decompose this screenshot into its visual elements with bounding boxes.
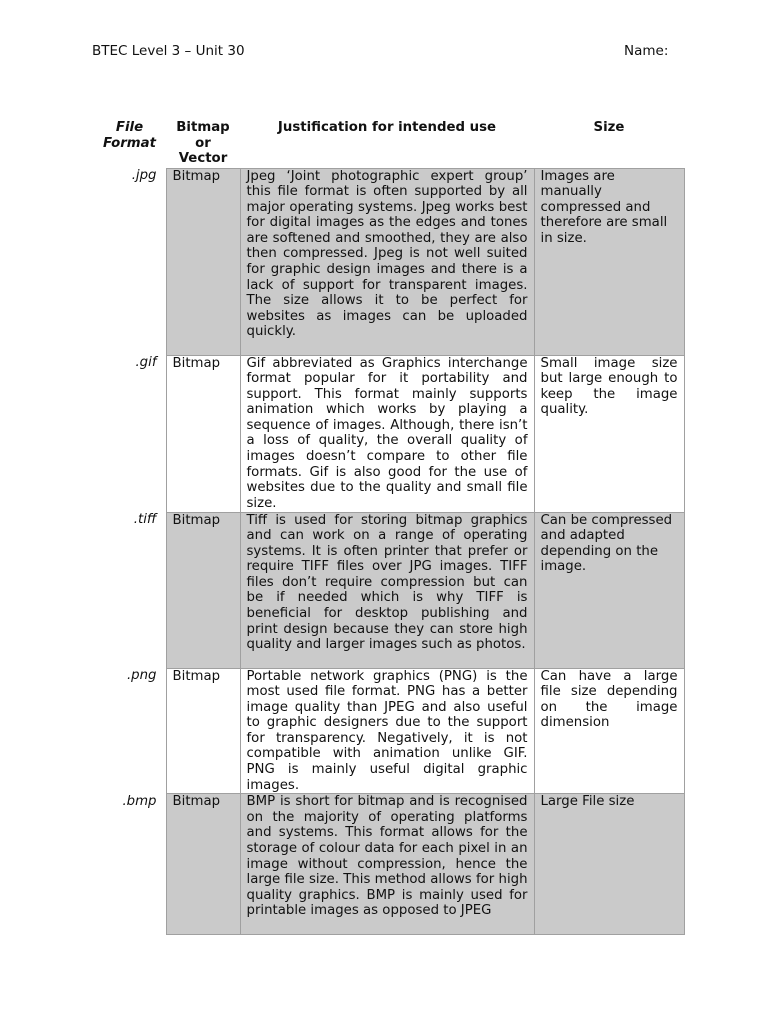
justification-cell: Tiff is used for storing bitmap graphics and can work on a range of operating systems. It is often printer that prefer or require TIFF files over JPG images. TIFF files don’t require compression but can be if needed which is why TIFF is beneficial for desktop publishing and print design because they can store high quality and larger images such as photos. [240,512,534,668]
type-cell: Bitmap [166,355,240,512]
type-cell: Bitmap [166,168,240,355]
size-cell: Small image size but large enough to keep the image quality. [534,355,684,512]
table-row-bmp [93,794,684,935]
type-cell: Bitmap [166,512,240,668]
size-cell: Images are manually compressed and therefore are small in size. [534,168,684,355]
format-cell: .tiff [133,512,157,527]
type-cell: Bitmap [166,794,240,935]
file-format-table [93,118,685,935]
column-header-file-format: File Format [103,120,156,151]
type-cell: Bitmap [166,668,240,794]
justification-cell: Gif abbreviated as Graphics interchange format popular for it portability and support. This format mainly supports animation which works by playing a sequence of images. Although, there isn’t a loss of quality, the overall quality of images doesn’t compare to other file formats. Gif is also good for the use of websites due to the quality and small file size. [240,355,534,512]
justification-cell: BMP is short for bitmap and is recognised on the majority of operating platforms and systems. This format allows for the storage of colour data for each pixel in an image without compression, hence the large file size. This method allows for high quality graphics. BMP is mainly used for printable images as opposed to JPEG [240,794,534,935]
column-header-bitmap-or-vector: Bitmap or Vector [176,120,230,167]
justification-cell: Jpeg ‘Joint photographic expert group’ this file format is often supported by all major operating systems. Jpeg works best for digital images as the edges and tones are softened and smoothed, they are also then compressed. Jpeg is not well suited for graphic design images and there is a lack of support for transparent images. The size allows it to be perfect for websites as images can be uploaded quickly. [240,168,534,355]
size-cell: Can have a large file size depending on the image dimension [534,668,684,794]
format-cell: .jpg [131,168,157,183]
format-cell: .bmp [122,793,157,809]
size-cell: Large File size [534,794,684,935]
column-header-size: Size [593,120,625,135]
table-row-tiff [93,512,684,668]
table-row-gif [93,355,684,512]
format-cell: .gif [135,355,157,370]
table-header-row [93,118,684,168]
header-unit-title: BTEC Level 3 – Unit 30 [92,43,245,59]
column-header-justification: Justification for intended use [277,120,497,135]
format-cell: .png [126,668,157,683]
table-row-jpg [93,168,684,355]
justification-cell: Portable network graphics (PNG) is the most used file format. PNG has a better image quality than JPEG and also useful to graphic designers due to the support for transparency. Negatively, it is not compatible with animation unlike GIF. PNG is mainly useful digital graphic images. [240,668,534,794]
table-row-png [93,668,684,794]
size-cell: Can be compressed and adapted depending on the image. [534,512,684,668]
header-name-label: Name: [624,43,669,59]
